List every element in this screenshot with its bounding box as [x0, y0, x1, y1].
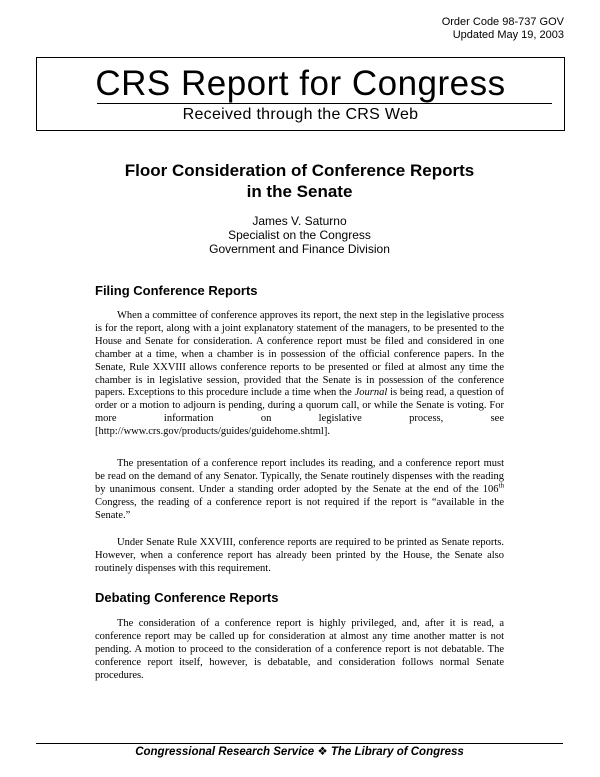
paragraph-text: When a committee of conference approves its report, the next step in the legislative process is for the report, along with a joint explanatory statement of the managers, to be presented to the House and Senate for consideration. A conference report must be filed and considered in one chamber at a time, when a chamber is in possession of the official conference papers. In the Senate, Rule XXVIII allows conference reports to be presented or filed at almost any time the chamber is in legislative session, provided that the Senate is in possession of the conference papers. Exceptions to this procedure include a time when the	[95, 310, 504, 399]
report-subtitle: Received through the CRS Web	[182, 106, 419, 123]
report-header-box	[36, 57, 565, 131]
section-heading-debating: Debating Conference Reports	[95, 590, 279, 605]
document-title-line1: Floor Consideration of Conference Reports	[124, 161, 475, 180]
author-division: Government and Finance Division	[209, 242, 390, 256]
order-code: Order Code 98-737 GOV	[441, 16, 564, 28]
section-heading-filing: Filing Conference Reports	[95, 283, 258, 298]
paragraph-filing-1	[95, 310, 504, 439]
author-name: James V. Saturno	[252, 214, 347, 228]
author-block	[36, 214, 563, 256]
italic-term: Journal	[354, 387, 388, 399]
document-title-line2: in the Senate	[246, 182, 353, 201]
paragraph-text: The presentation of a conference report includes its reading, and a conference report must be read on the demand of any Senator. Typically, the Senate routinely dispenses with the reading by unanimous consent. Under a standing order adopted by the Senate at the end of the 106	[95, 458, 504, 495]
report-title: CRS Report for Congress	[95, 64, 506, 103]
order-info	[442, 16, 564, 42]
paragraph-filing-3: Under Senate Rule XXVIII, conference reports are required to be printed as Senate reports. However, when a conference report has already been printed by the House, the Senate also routinely dispenses with this requirement.	[95, 537, 504, 574]
author-role: Specialist on the Congress	[228, 228, 371, 242]
footer-divider	[36, 743, 563, 744]
paragraph-text: Congress, the reading of a conference report is not required if the report is “available in the Senate.”	[95, 496, 504, 521]
paragraph-debating-1: The consideration of a conference report is highly privileged, and, after it is read, a conference report may be called up for consideration at almost any time another matter is not pending. A motion to proceed to the consideration of a conference report is not debatable. The conference report itself, however, is debatable, and consideration follows normal Senate procedures.	[95, 618, 504, 681]
header-divider	[97, 103, 552, 104]
paragraph-text: is being read, a question of order or a motion to adjourn is pending, during a quorum call, or while the Senate is voting. For more information on legislative process, see [http://www.crs.gov/products/guides/guidehome.shtml].	[95, 387, 505, 438]
footer-text: Congressional Research Service ❖ The Library of Congress	[135, 746, 464, 758]
paragraph-filing-2	[95, 458, 504, 523]
updated-date: Updated May 19, 2003	[452, 29, 564, 41]
document-title	[36, 160, 563, 202]
superscript: th	[498, 481, 504, 490]
